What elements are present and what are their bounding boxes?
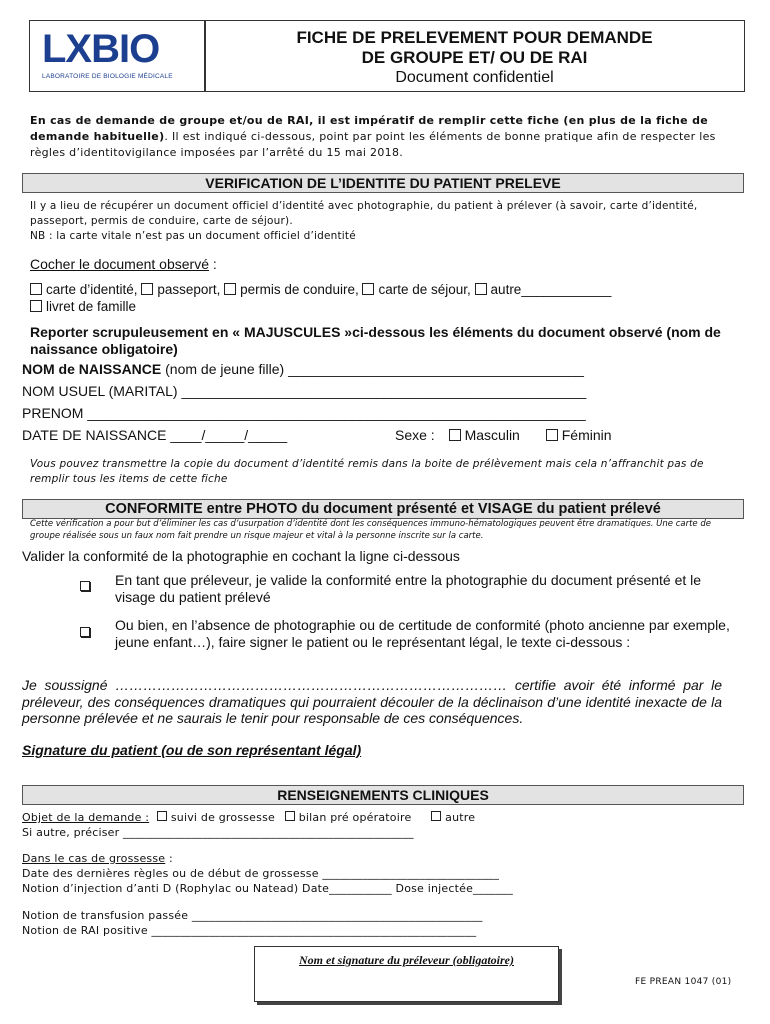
si-autre-field[interactable]: Si autre, préciser ___________________________________________________ [22,826,414,839]
logo-wordmark: LXBIO [42,27,160,71]
sexe-field: Sexe : Masculin Féminin [395,427,612,443]
option-bilan-pre-op[interactable]: bilan pré opératoire [285,811,412,824]
checkbox-icon[interactable] [224,283,236,295]
identity-instructions [30,199,742,244]
document-code: FE PREAN 1047 (01) [635,977,732,987]
grossesse-label: Dans le cas de grossesse : [22,852,173,865]
checkbox-icon[interactable] [285,811,295,821]
identity-para: Il y a lieu de récupérer un document officiel d’identité avec photographie, du patient à prélever (à savoir, carte d’identité, passeport, permis de conduire, carte de séjour). [30,200,698,227]
patient-signature-label: Signature du patient (ou de son représentant légal) [22,742,362,758]
injection-anti-d-field[interactable]: Notion d’injection d’anti D (Rophylac ou Natead) Date___________ Dose injectée_______ [22,882,513,895]
prenom-field[interactable]: PRENOM ________________________________________________________________ [22,405,586,421]
checkbox-icon[interactable] [475,283,487,295]
document-subtitle: Document confidentiel [395,69,554,86]
option2-checkbox[interactable] [80,622,90,641]
checkbox-icon[interactable] [141,283,153,295]
soussigne-statement: Je soussigné ………………………………………………………………………… certifie avoir été informé par le préleveur, des conséquences dramatiques qui pourraient découler de la déclinaison d’une identité inexacte de la personne prélevée et ne saurais le tenir pour responsable de ces conséquences. [22,677,722,726]
preleveur-signature-label: Nom et signature du préleveur (obligatoire) [299,953,514,967]
copy-note: Vous pouvez transmettre la copie du document d’identité remis dans la boite de prélèvement mais cela n’affranchit pas de remplir tous les items de cette fiche [30,458,704,485]
checkbox-icon[interactable] [30,283,42,295]
checkbox-icon[interactable] [362,283,374,295]
option-carte-sejour[interactable]: carte de séjour, [362,282,470,297]
option-passeport[interactable]: passeport, [141,282,220,297]
valider-instruction: Valider la conformité de la photographie en cochant la ligne ci-dessous [22,548,460,564]
option-feminin[interactable]: Féminin [546,427,612,443]
section-conformity-heading: CONFORMITE entre PHOTO du document présenté et VISAGE du patient prélevé [22,499,744,519]
title-line-1: FICHE DE PRELEVEMENT POUR DEMANDE [296,28,653,47]
transfusion-field[interactable]: Notion de transfusion passée ___________________________________________________ [22,909,483,922]
nom-naissance-field[interactable]: NOM de NAISSANCE (nom de jeune fille) ______________________________________ [22,361,584,377]
rai-positive-field[interactable]: Notion de RAI positive _________________________________________________________ [22,924,477,937]
cocher-label: Cocher le document observé : [30,256,217,272]
section-identity-heading: VERIFICATION DE L’IDENTITE DU PATIENT PRELEVE [22,173,744,193]
logo-subtitle: LABORATOIRE DE BIOLOGIE MÉDICALE [42,73,173,80]
checkbox-icon[interactable] [80,581,90,591]
logo [29,20,206,92]
option-masculin[interactable]: Masculin [449,427,520,443]
option1-text: En tant que préleveur, je valide la conformité entre la photographie du document présenté et le visage du patient prélevé [115,572,702,605]
conformity-note: Cette vérification a pour but d’éliminer les cas d’usurpation d’identité dont les conséquences immuno-hématologiques peuvent être dramatiques. Une carte de groupe réalisée sous un faux nom fait prendre un risque majeur et vital à la personne inscrite sur la carte. [30,519,711,541]
checkbox-icon[interactable] [431,811,441,821]
preleveur-signature-box[interactable] [254,946,559,1002]
checkbox-icon[interactable] [449,429,461,441]
date-naissance-field[interactable]: DATE DE NAISSANCE ____/_____/_____ [22,427,288,443]
checkbox-icon[interactable] [546,429,558,441]
intro-paragraph [30,113,742,161]
option-carte-identite[interactable]: carte d’identité, [30,282,138,297]
document-type-options [30,281,742,315]
option-autre-demande[interactable]: autre [431,811,475,824]
nom-usuel-field[interactable]: NOM USUEL (MARITAL) ____________________________________________________ [22,383,587,399]
option-suivi-grossesse[interactable]: suivi de grossesse [157,811,275,824]
section-clinical-heading: RENSEIGNEMENTS CLINIQUES [22,785,744,805]
intro-text: . Il est indiqué ci-dessous, point par point les éléments de bonne pratique afin de respecter les règles d’identitovigilance imposées par l’arrêté du 15 mai 2018. [30,130,716,159]
intro-bold: En cas de demande de groupe et/ou de RAI, il est impératif de remplir cette fiche (en plus de la fiche de demande habituelle) [30,114,709,143]
identity-nb: NB : la carte vitale n’est pas un document officiel d’identité [30,230,356,242]
dernieres-regles-field[interactable]: Date des dernières règles ou de début de grossesse _______________________________ [22,867,500,880]
title-line-2: DE GROUPE ET/ OU DE RAI [361,48,588,67]
option1-checkbox[interactable] [80,576,90,595]
document-title-box [204,20,745,92]
report-instruction: Reporter scrupuleusement en « MAJUSCULES »ci-dessous les éléments du document observé (nom de naissance obligatoire) [30,324,721,357]
option-autre[interactable]: autre____________ [475,282,612,297]
option2-text: Ou bien, en l’absence de photographie ou de certitude de conformité (photo ancienne par exemple, jeune enfant…), faire signer le patient ou le représentant légal, le texte ci-dessous : [115,617,730,650]
objet-demande-row: Objet de la demande : suivi de grossesse bilan pré opératoire autre [22,811,476,824]
option-livret-famille[interactable]: livret de famille [30,299,136,314]
checkbox-icon[interactable] [80,627,90,637]
option-permis[interactable]: permis de conduire, [224,282,359,297]
checkbox-icon[interactable] [157,811,167,821]
checkbox-icon[interactable] [30,300,42,312]
